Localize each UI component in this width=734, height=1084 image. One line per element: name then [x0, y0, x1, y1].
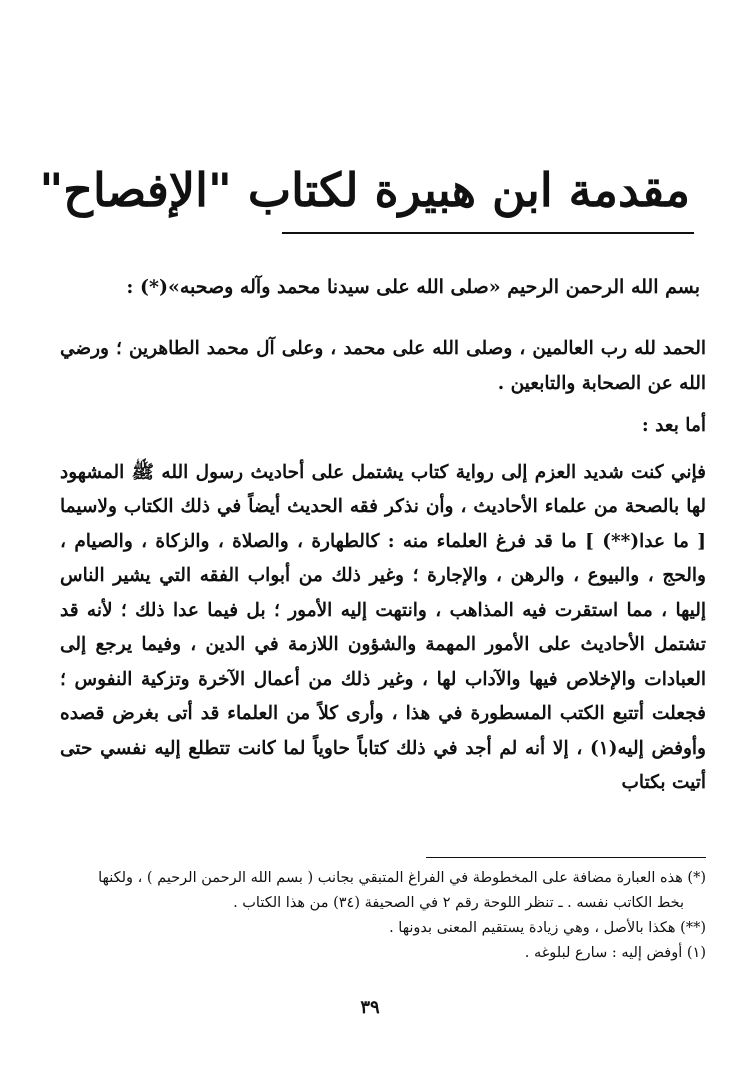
body-text [60, 332, 706, 801]
footnote-separator [426, 857, 706, 858]
paragraph-amma-bad: أما بعد : [641, 415, 706, 436]
footnote-star-continued: بخط الكاتب نفسه . ـ تنظر اللوحة رقم ٢ في الصحيفة (٣٤) من هذا الكتاب . [233, 895, 684, 911]
page-title: مقدمة ابن هبيرة لكتاب "الإفصاح" [39, 163, 690, 217]
footnotes [56, 866, 706, 966]
paragraph-hamdala: الحمد لله رب العالمين ، وصلى الله على محمد ، وعلى آل محمد الطاهرين ؛ ورضي الله عن الصحابة والتابعين . [60, 338, 706, 394]
footnote-star: (*) هذه العبارة مضافة على المخطوطة في الفراغ المتبقي بجانب ( بسم الله الرحمن الرحيم ) ، ولكنها [98, 870, 706, 886]
page-number: ٣٩ [360, 997, 380, 1018]
title-underline [282, 232, 694, 234]
footnote-1: (١) أوفض إليه : سارع لبلوغه . [524, 945, 706, 961]
basmala-line: بسم الله الرحمن الرحيم «صلى الله على سيدنا محمد وآله وصحبه»(*) : [126, 276, 700, 298]
footnote-double-star: (**) هكذا بالأصل ، وهي زيادة يستقيم المعنى بدونها . [389, 920, 706, 936]
paragraph-main: فإني كنت شديد العزم إلى رواية كتاب يشتمل على أحاديث رسول الله ﷺ المشهود لها بالصحة من علماء الأحاديث ، وأن نذكر فقه الحديث أيضاً في ذلك الكتاب ولاسيما [ ما عدا(**) ] ما قد فرغ العلماء منه : كالطهارة ، والصلاة ، والزكاة ، والصيام ، والحج ، والبيوع ، والرهن ، والإجارة ؛ وغير ذلك من أبواب الفقه التي يشير الناس إليها ، مما استقرت فيه المذاهب ، وانتهت إليه الأمور ؛ بل فيما عدا ذلك ؛ لأنه قد تشتمل الأحاديث على الأمور المهمة والشؤون اللازمة في الدين ، وفيما يرجع إلى العبادات والإخلاص فيها والآداب لها ، وغير ذلك من أعمال الآخرة وتزكية النفوس ؛ فجعلت أتتبع الكتب المسطورة في هذا ، وأرى كلاً من العلماء قد أتى بغرض قصده وأوفض إليه(١) ، إلا أنه لم أجد في ذلك كتاباً حاوياً لما كانت تتطلع إليه نفسي حتى أتيت بكتاب [60, 461, 706, 793]
